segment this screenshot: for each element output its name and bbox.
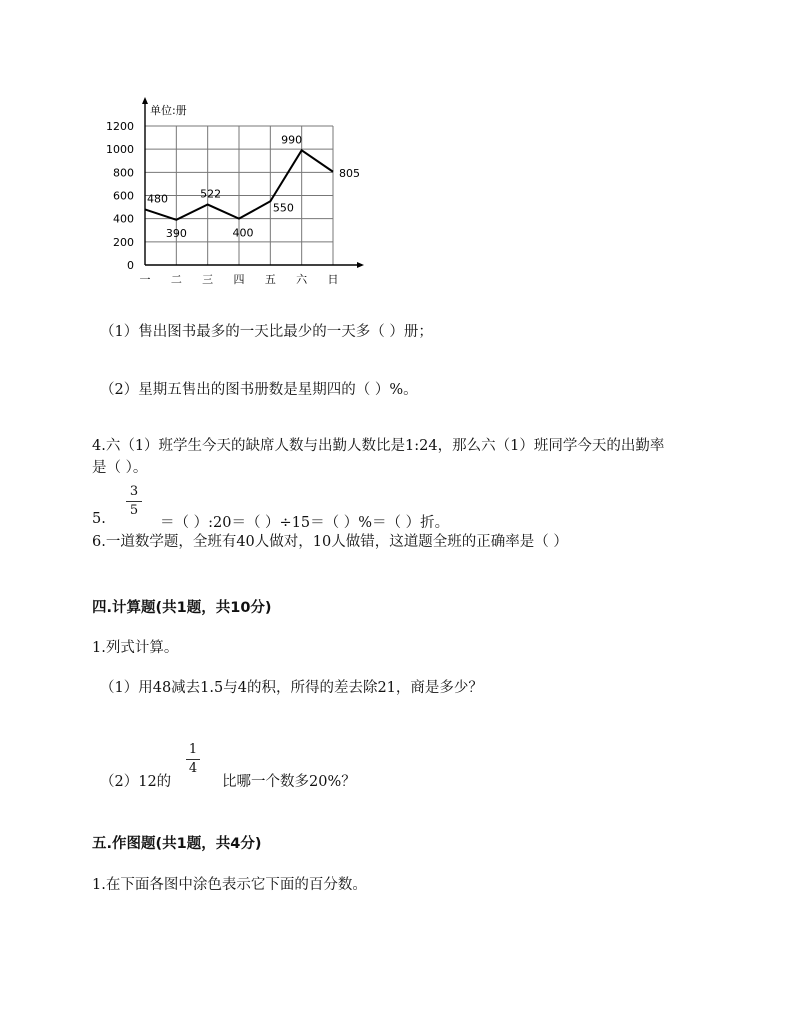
fraction-denominator: 5 [129, 503, 139, 518]
y-tick-label: 1000 [106, 143, 134, 157]
question-5-fraction [126, 484, 142, 519]
section-4-question-1-2-fraction [186, 742, 200, 777]
data-label: 522 [200, 187, 222, 201]
question-5-number: 5. [92, 511, 106, 527]
x-tick-label: 一 [139, 273, 151, 286]
data-label: 400 [232, 226, 254, 240]
section-4-question-1-1: （1）用48减去1.5与4的积，所得的差去除21，商是多少？ [100, 680, 483, 696]
question-6: 6.一道数学题，全班有40人做对，10人做错，这道题全班的正确率是（ ） [92, 534, 568, 550]
fraction-numerator: 1 [188, 742, 198, 757]
section-4-question-1: 1.列式计算。 [92, 640, 179, 656]
y-tick-label: 400 [113, 212, 134, 226]
x-tick-label: 三 [202, 273, 214, 286]
section-5-question-1: 1.在下面各图中涂色表示它下面的百分数。 [92, 877, 367, 893]
section-5-title: 五.作图题(共1题，共4分) [92, 836, 262, 852]
question-4-line1: 4.六（1）班学生今天的缺席人数与出勤人数比是1:24，那么六（1）班同学今天的出勤率 [92, 438, 665, 454]
x-axis-arrow [357, 262, 364, 268]
sales-line-chart [0, 0, 400, 300]
x-tick-label: 五 [264, 273, 276, 286]
data-label: 805 [339, 166, 360, 180]
y-tick-label: 0 [127, 259, 134, 272]
question-4-line2: 是（ ）。 [92, 460, 148, 476]
question-5-text: ＝（ ）:20＝（ ）÷15＝（ ）%＝（ ）折。 [160, 515, 450, 531]
x-tick-label: 日 [327, 273, 339, 286]
y-tick-label: 1200 [106, 120, 134, 133]
fraction-denominator: 4 [188, 761, 198, 776]
y-tick-label: 200 [113, 235, 134, 249]
question-3-2: （2）星期五售出的图书册数是星期四的（ ）%。 [100, 382, 418, 398]
question-3-1: （1）售出图书最多的一天比最少的一天多（ ）册； [100, 324, 433, 340]
x-tick-label: 四 [233, 273, 245, 286]
y-tick-label: 800 [113, 166, 134, 180]
data-label: 550 [272, 201, 294, 215]
data-label: 990 [281, 133, 303, 147]
x-tick-label: 六 [296, 273, 308, 286]
y-axis-unit-label: 单位:册 [150, 104, 187, 117]
section-4-question-1-2-prefix: （2）12的 [100, 774, 172, 790]
x-tick-label: 二 [170, 273, 182, 286]
section-4-title: 四.计算题(共1题，共10分) [92, 600, 272, 616]
y-axis-arrow [142, 97, 148, 104]
data-label: 390 [165, 226, 187, 240]
section-4-question-1-2-suffix: 比哪一个数多20%？ [222, 774, 356, 790]
fraction-numerator: 3 [129, 484, 139, 499]
y-tick-label: 600 [113, 189, 134, 203]
data-label: 480 [147, 192, 168, 206]
